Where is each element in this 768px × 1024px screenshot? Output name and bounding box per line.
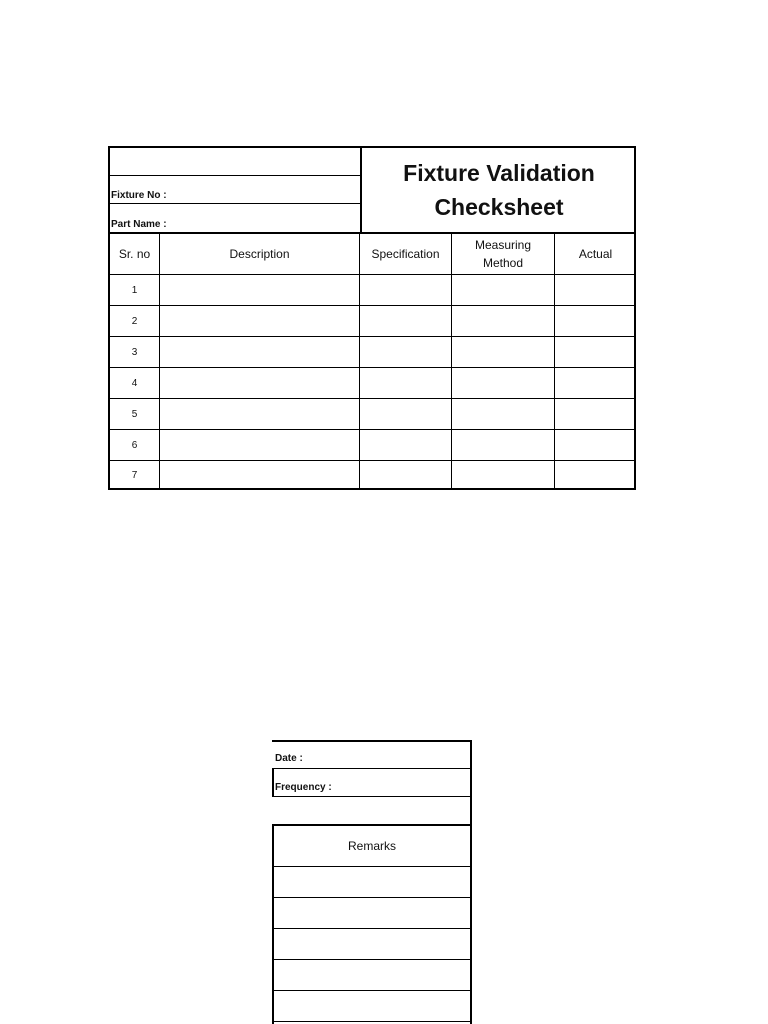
column-header-sr-no: Sr. no <box>118 247 151 261</box>
grid-line <box>359 234 360 490</box>
measuring-method-line1: Measuring <box>474 238 532 252</box>
grid-line <box>272 768 470 769</box>
remarks-form <box>272 740 472 1024</box>
row-number: 6 <box>131 440 138 451</box>
form-title-line2: Checksheet <box>434 194 564 220</box>
row-number: 3 <box>131 347 138 358</box>
row-number: 7 <box>131 470 138 481</box>
grid-line <box>110 274 636 275</box>
fixture-validation-form <box>108 146 636 490</box>
grid-line <box>110 460 636 461</box>
grid-line <box>110 305 636 306</box>
column-header-measuring-method <box>452 234 554 274</box>
grid-line <box>110 398 636 399</box>
grid-line <box>272 796 470 797</box>
fixture-no-label: Fixture No : <box>111 190 167 201</box>
row-number: 5 <box>131 409 138 420</box>
part-name-label: Part Name : <box>111 219 167 230</box>
grid-line <box>272 897 470 898</box>
fixture-no-field[interactable] <box>110 176 360 204</box>
grid-line <box>272 959 470 960</box>
grid-line <box>110 367 636 368</box>
grid-line <box>272 1021 470 1022</box>
grid-line <box>272 990 470 991</box>
grid-line <box>110 429 636 430</box>
column-header-specification: Specification <box>371 247 440 261</box>
part-name-field[interactable] <box>110 204 360 232</box>
row-number: 4 <box>131 378 138 389</box>
grid-line <box>451 234 452 490</box>
row-number: 1 <box>131 285 138 296</box>
remarks-header: Remarks <box>347 839 396 853</box>
grid-line <box>159 234 160 490</box>
header-blank-field[interactable] <box>110 148 360 176</box>
grid-line <box>272 928 470 929</box>
grid-line <box>554 234 555 490</box>
grid-line <box>272 866 470 867</box>
column-header-description: Description <box>229 247 290 261</box>
frequency-label: Frequency : <box>275 782 332 793</box>
column-header-actual: Actual <box>578 247 613 261</box>
row-number: 2 <box>131 316 138 327</box>
form-title-line1: Fixture Validation <box>403 160 595 186</box>
date-label: Date : <box>275 753 303 764</box>
frequency-left-rule <box>272 768 274 796</box>
grid-line <box>110 336 636 337</box>
form-title <box>362 148 636 232</box>
measuring-method-line2: Method <box>482 256 524 270</box>
